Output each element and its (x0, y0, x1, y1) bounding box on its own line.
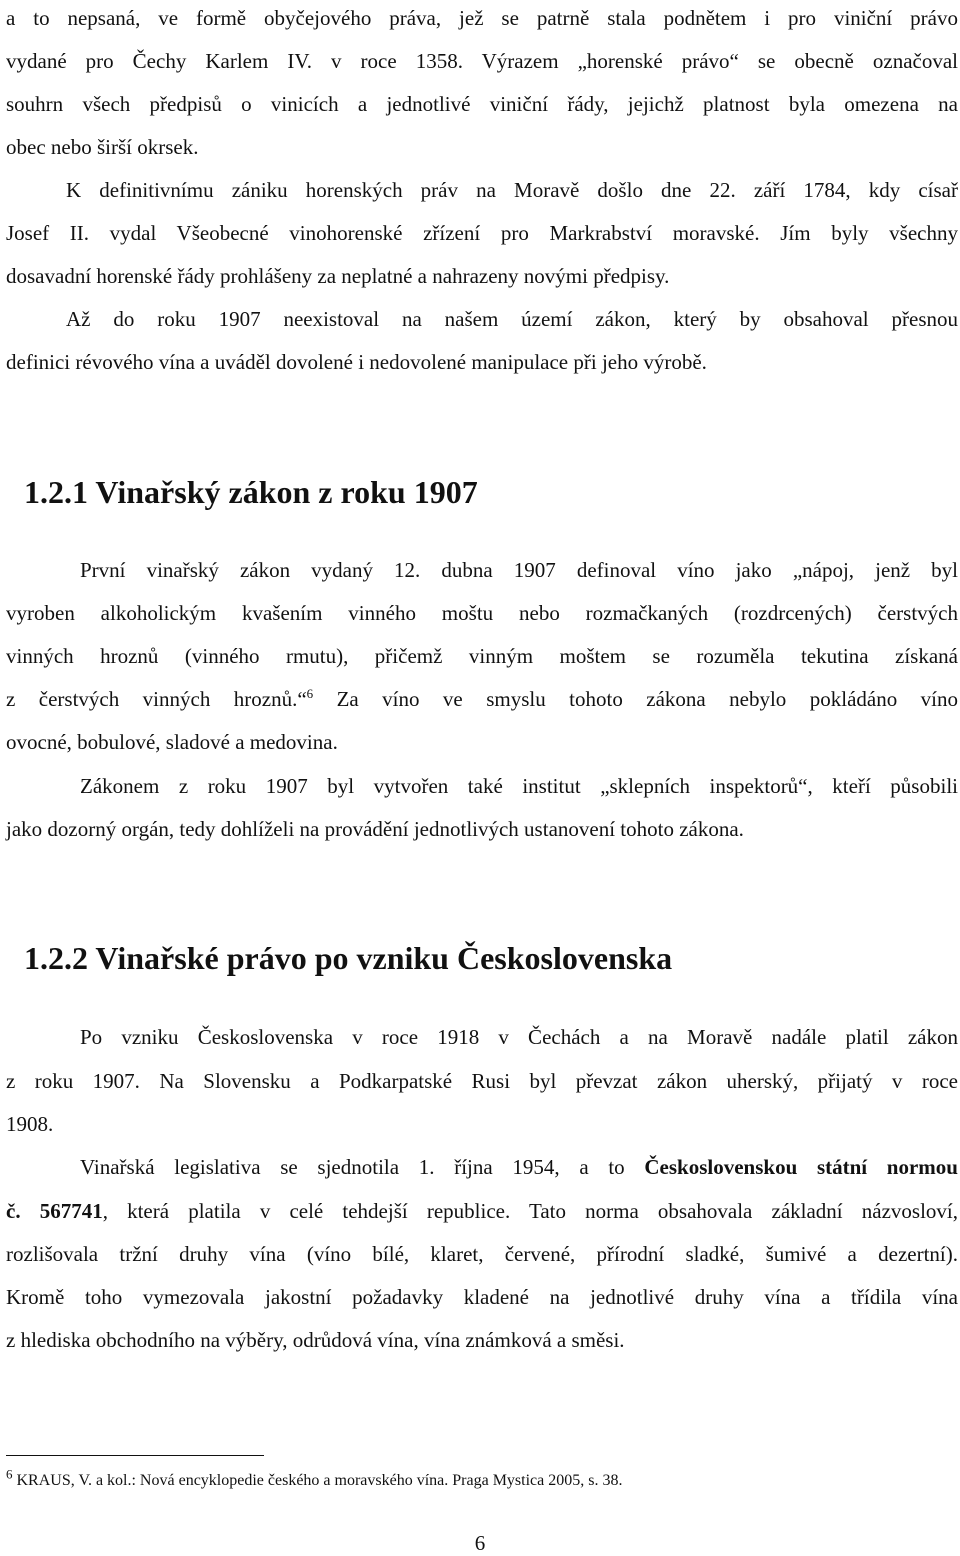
text-line (80, 1154, 958, 1180)
bold-text: Československou státní normou (644, 1155, 958, 1179)
footnote (6, 1466, 623, 1492)
footnote-separator (6, 1455, 264, 1456)
footnote-text: KRAUS, V. a kol.: Nová encyklopedie českého a moravského vína. Praga Mystica 2005, s. 38. (12, 1472, 623, 1489)
text-line: vinných hroznů (vinného rmutu), přičemž vinným moštem se rozuměla tekutina získaná (6, 644, 958, 668)
text-line: Josef II. vydal Všeobecné vinohorenské zřízení pro Markrabství moravské. Jím byly všechny (6, 221, 958, 245)
section-heading: 1.2.1 Vinařský zákon z roku 1907 (24, 474, 478, 510)
text-line: souhrn všech předpisů o vinicích a jednotlivé viniční řády, jejichž platnost byla omezena na (6, 92, 958, 116)
text-line: rozlišovala tržní druhy vína (víno bílé, klaret, červené, přírodní sladké, šumivé a dezertní). (6, 1242, 958, 1266)
text-run: Vinařská legislativa se sjednotila 1. října 1954, a to (80, 1155, 645, 1179)
text-line: vydané pro Čechy Karlem IV. v roce 1358. Výrazem „horenské právo“ se obecně označoval (6, 49, 958, 73)
text-run: z čerstvých vinných hroznů.“ (6, 687, 307, 711)
text-line: jako dozorný orgán, tedy dohlíželi na provádění jednotlivých ustanovení tohoto zákona. (6, 817, 744, 841)
text-line: a to nepsaná, ve formě obyčejového práva, jež se patrně stala podnětem i pro viniční právo (6, 6, 958, 30)
text-run: , která platila v celé tehdejší republice. Tato norma obsahovala základní názvosloví, (102, 1199, 959, 1223)
text-line: z roku 1907. Na Slovensku a Podkarpatské Rusi byl převzat zákon uherský, přijatý v roce (6, 1069, 958, 1093)
text-line: vyroben alkoholickým kvašením vinného moštu nebo rozmačkaných (rozdrcených) čerstvých (6, 601, 958, 625)
text-line (6, 1198, 958, 1224)
text-line: Až do roku 1907 neexistoval na našem území zákon, který by obsahoval přesnou (66, 307, 958, 331)
text-line: Po vzniku Československa v roce 1918 v Čechách a na Moravě nadále platil zákon (80, 1025, 958, 1049)
text-line: První vinařský zákon vydaný 12. dubna 1907 definoval víno jako „nápoj, jenž byl (80, 558, 958, 582)
text-run: Za víno ve smyslu tohoto zákona nebylo pokládáno víno (313, 687, 958, 711)
text-line: definici révového vína a uváděl dovolené i nedovolené manipulace při jeho výrobě. (6, 350, 707, 374)
text-line: z hlediska obchodního na výběry, odrůdová vína, vína známková a směsi. (6, 1328, 625, 1352)
text-line: K definitivnímu zániku horenských práv na Moravě došlo dne 22. září 1784, kdy císař (66, 178, 958, 202)
text-line: dosavadní horenské řády prohlášeny za neplatné a nahrazeny novými předpisy. (6, 264, 670, 288)
section-heading: 1.2.2 Vinařské právo po vzniku Československa (24, 940, 673, 976)
bold-text: č. 567741 (6, 1199, 103, 1223)
page-number: 6 (474, 1531, 486, 1555)
text-line (6, 686, 958, 712)
text-line: Kromě toho vymezovala jakostní požadavky kladené na jednotlivé druhy vína a třídila vína (6, 1285, 958, 1309)
text-line: 1908. (6, 1112, 54, 1136)
footnote-reference: 6 (306, 686, 314, 701)
text-line: ovocné, bobulové, sladové a medovina. (6, 730, 338, 754)
footnote-number: 6 (6, 1466, 13, 1482)
text-line: obec nebo širší okrsek. (6, 135, 199, 159)
text-line: Zákonem z roku 1907 byl vytvořen také institut „sklepních inspektorů“, kteří působili (80, 774, 958, 798)
